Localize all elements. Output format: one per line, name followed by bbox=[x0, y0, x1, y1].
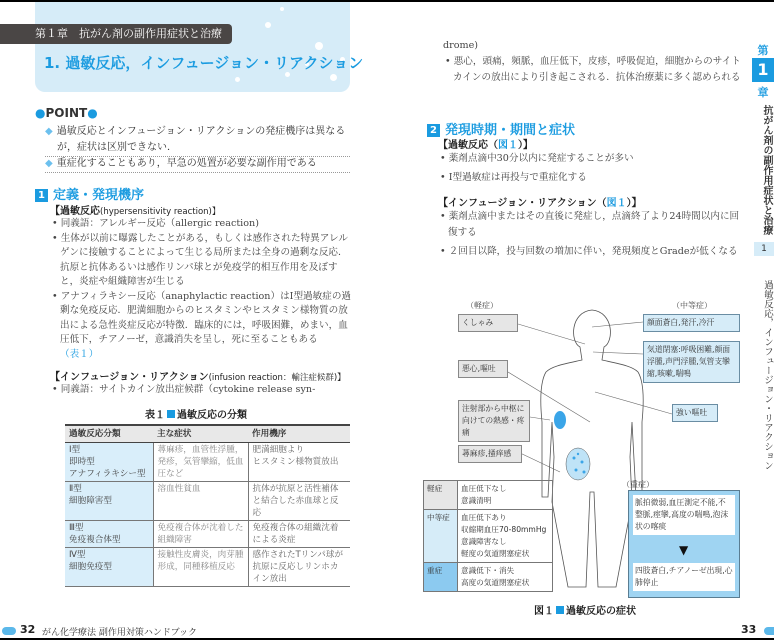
table-row: Ⅰ型 即時型 アナフィラキシー型 蕁麻疹，血管性浮腫，発疹，気管攣縮，低血圧など 肥満細胞より ヒスタミン様物質放出 bbox=[65, 442, 350, 481]
table-reference-link[interactable]: （表１） bbox=[60, 348, 99, 360]
column-header: 作用機序 bbox=[248, 425, 350, 443]
table-caption: 表１ 過敏反応の分類 bbox=[145, 409, 247, 421]
mild-label: （軽症） bbox=[466, 301, 498, 310]
infusion-subheading: 【インフュージョン・リアクション（図１）】 bbox=[438, 198, 642, 209]
side-tab-chapter-number[interactable]: 1 bbox=[752, 58, 774, 82]
symptom-box: 顔面蒼白,発汗,冷汗 bbox=[643, 314, 740, 332]
infusion-subheading: 【インフュージョン・リアクション(infusion reaction：輸注症候群)】 bbox=[50, 372, 346, 383]
column-header: 主な症状 bbox=[153, 425, 248, 443]
hypersensitivity-classification-table bbox=[65, 424, 350, 587]
table-row: 中等症 血圧低下あり 収縮期血圧70-80mmHg 意識障害なし 軽度の気道閉塞症状 bbox=[424, 510, 553, 563]
bullet-item: • ２回目以降，投与回数の増加に伴い，発現頻度とGradeが低くなる bbox=[440, 246, 738, 257]
symptom-box: 注射部から中枢に向けての熱感・疼痛 bbox=[458, 400, 530, 442]
bullet-item: • 同義語：サイトカイン放出症候群（cytokine release syn- bbox=[52, 384, 316, 395]
symptom-box: 気道閉塞:呼吸困難,顔面浮腫,声門浮腫,気管支攣縮,咳嗽,喘鳴 bbox=[643, 341, 740, 383]
point-heading: ●POINT● bbox=[35, 106, 98, 120]
column-header: 過敏反応分類 bbox=[65, 425, 153, 443]
continued-text bbox=[443, 38, 743, 86]
side-tab-chapter-title: 抗がん剤の副作用症状と治療 bbox=[761, 104, 772, 235]
severe-symptoms-box bbox=[628, 490, 740, 598]
side-tab-section-number[interactable]: 1 bbox=[754, 242, 774, 256]
chapter-header-banner bbox=[35, 2, 350, 92]
severe-label: （重症） bbox=[622, 480, 654, 489]
bullet-item: • 悪心，頭痛，頻脈，血圧低下，皮疹，呼吸促迫，細胞からのサイトカインの放出により引き起こされる．抗体治療薬に多く認められる bbox=[445, 56, 741, 83]
point-item: ◆ 過敏反応とインフュージョン・リアクションの発症機序は異なるが，症状は区別できない． bbox=[45, 124, 350, 157]
severe-symptom: 脈拍微弱,血圧測定不能,不整脈,痙攣,高度の喘鳴,泡沫状の喀痰 bbox=[633, 495, 735, 535]
hypersensitivity-subheading: 【過敏反応（図１）】 bbox=[438, 140, 533, 151]
page-title: 1. 過敏反応，インフュージョン・リアクション bbox=[44, 54, 364, 72]
continued-line: drome) bbox=[443, 40, 479, 51]
section-heading-definition: 1 定義・発現機序 bbox=[35, 184, 144, 203]
injection-site-mark bbox=[554, 411, 566, 429]
severity-table bbox=[423, 480, 553, 592]
side-tab-chapter-top: 第 bbox=[757, 44, 769, 57]
arrow-down-icon: ▼ bbox=[679, 543, 689, 557]
page-number: 32 bbox=[20, 623, 36, 636]
urticaria-mark bbox=[566, 448, 590, 480]
diamond-icon: ◆ bbox=[45, 158, 53, 169]
table-row: 重症 意識低下・消失 高度の気道閉塞症状 bbox=[424, 563, 553, 592]
symptom-box: 悪心,嘔吐 bbox=[458, 360, 508, 378]
table-row: Ⅱ型 細胞障害型 溶血性貧血 抗体が抗原と活性補体と結合した赤血球と反応 bbox=[65, 481, 350, 520]
figure-reference-link[interactable]: 図１ bbox=[606, 198, 627, 209]
page-number: 33 bbox=[741, 623, 757, 636]
page-tab-marker bbox=[764, 627, 774, 635]
symptom-box: 蕁麻疹,掻痒感 bbox=[458, 445, 522, 463]
figure-reference-link[interactable]: 図１ bbox=[498, 140, 518, 151]
page-tab-marker bbox=[2, 627, 16, 635]
bullet-item: • Ⅰ型過敏症は再投与で重症化する bbox=[440, 172, 587, 183]
table-row: Ⅳ型 細胞免疫型 接触性皮膚炎，肉芽腫形成，同種移植反応 感作されたTリンパ球が抗原に反応しリンホカイン放出 bbox=[65, 547, 350, 586]
section-heading-onset: 2 発現時期・期間と症状 bbox=[427, 119, 575, 138]
point-item: ◆ 重症化することもあり，早急の処置が必要な副作用である bbox=[45, 156, 350, 173]
moderate-label: （中等症） bbox=[672, 301, 712, 310]
table-row: Ⅲ型 免疫複合体型 免疫複合体が沈着した組織障害 免疫複合体の組織沈着による炎症 bbox=[65, 520, 350, 547]
side-tab-section-title: 過敏反応，インフュージョン・リアクション bbox=[762, 280, 773, 470]
side-tab-chapter-bottom: 章 bbox=[757, 86, 769, 99]
symptom-box: 強い嘔吐 bbox=[672, 404, 718, 422]
onset-body bbox=[438, 136, 743, 260]
figure-caption: 図１ 過敏反応の症状 bbox=[534, 606, 636, 617]
bullet-item: • 生体が以前に曝露したことがある，もしくは感作された特異アレルゲンに接触することによって生じる局所または全身の過剰な反応．抗原と抗体あるいは感作リンパ球とが免疫学的相互作用を及ぼすと，炎症や組織障害が生じる bbox=[52, 232, 348, 287]
hypersensitivity-subheading: 【過敏反応(hypersensitivity reaction)】 bbox=[50, 206, 221, 217]
bullet-item: • 薬剤点滴中30分以内に発症することが多い bbox=[440, 153, 634, 164]
symptom-box: くしゃみ bbox=[458, 314, 518, 332]
bullet-item: • 薬剤点滴中またはその直後に発症し，点滴終了より24時間以内に回復する bbox=[440, 211, 740, 238]
diamond-icon: ◆ bbox=[45, 126, 53, 137]
definition-body bbox=[50, 202, 352, 587]
severe-outcome: 四肢蒼白,チアノーゼ出現,心肺停止 bbox=[633, 563, 735, 591]
bullet-item: • 同義語：アレルギー反応（allergic reaction) bbox=[52, 218, 259, 229]
bullet-item: • アナフィラキシー反応（anaphylactic reaction）はⅠ型過敏症の過剰な免疫反応．肥満細胞からのヒスタミンやヒスタミン様物質の放出による急性炎症反応が特徴．臨床的には，呼吸困難，めまい，血圧低下，チアノーゼ，意識消失を呈し，死に至ることもある（表１） bbox=[52, 290, 352, 360]
table-row: 軽症 血圧低下なし 意識清明 bbox=[424, 481, 553, 510]
chapter-label: 第１章 抗がん剤の副作用症状と治療 bbox=[0, 24, 232, 44]
book-title: がん化学療法 副作用対策ハンドブック bbox=[42, 628, 197, 638]
